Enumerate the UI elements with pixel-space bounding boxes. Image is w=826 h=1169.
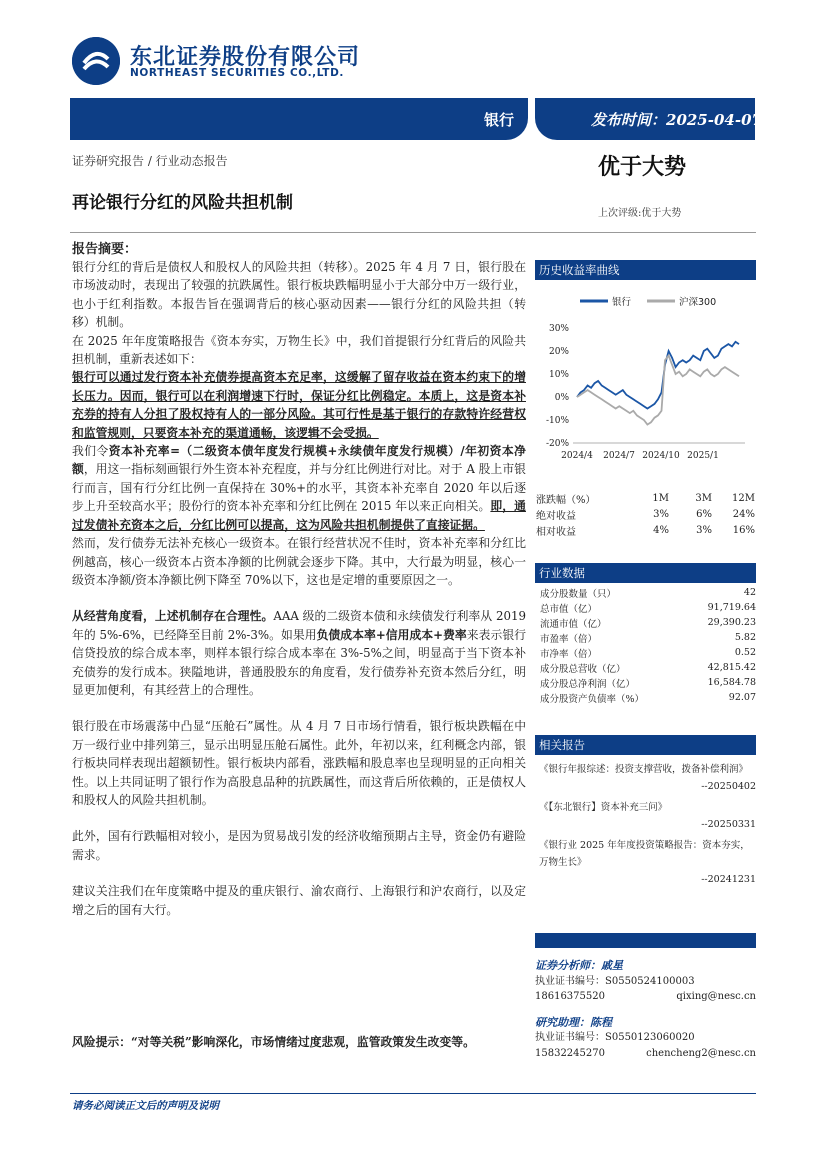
p6-text: AAA 级的二级资本债和永续债发行利率从 2019 年的 5%-6%，已经降至目前 2%-3%。如果用: [72, 609, 526, 642]
chart-title-bar: 历史收益率曲线: [535, 260, 756, 280]
summary-p5: 然而，发行债券无法补充核心一级资本。在银行经营状况不佳时，资本补充率和分红比例越高，核心一级资本占资本净额的比例就会逐步下降。其中，大行最为明显，核心一级资本净额/资本净额比例下降至 70%以下，这也是定增的重要原因之一。: [72, 536, 526, 587]
series-line-csi300: [577, 356, 739, 425]
market-row: 成分股数量（只） 42: [540, 587, 756, 600]
p6-rest: 来表示银行信贷投放的综合成本率，则样本银行综合成本率在 3%-5%之间，明显高于当下资本补充债券的发行成本。狭隘地讲，普通股股东的角度看，发行债券补充资本然后分红，明显更加便利，有其经营上的合理性。: [72, 627, 526, 697]
perf-header: 涨跌幅（%） 1M 3M 12M: [536, 492, 755, 506]
publish-date: 发布时间：2025-04-07: [591, 111, 762, 129]
summary-p1: 银行分红的背后是债权人和股权人的风险共担（转移）。2025 年 4 月 7 日，银行股在市场波动时，表现出了较强的抗跌属性。银行板块跌幅明显小于大部分中万一级行业，也小于红利指数。本报告旨在强调背后的核心驱动因素——银行分红的风险共担（转移）机制。: [72, 260, 526, 330]
related-report-item[interactable]: 《【东北银行】资本补充三问》 --20250331: [539, 802, 756, 830]
risk-warning: 风险提示：“对等关税”影响深化，市场情绪过度悲观，监管政策发生改变等。: [72, 1035, 475, 1049]
performance-table: [536, 490, 756, 538]
company-name-cn: 东北证券股份有限公司: [130, 45, 361, 70]
footer-divider: [70, 1093, 756, 1094]
p4-lead: 我们令: [72, 444, 109, 459]
summary-p4: [72, 442, 526, 534]
market-row: 流通市值（亿） 29,390.23: [540, 617, 756, 630]
perf-row: 绝对收益 3% 6% 24%: [536, 508, 755, 522]
market-row: 成分股资产负债率（%） 92.07: [540, 692, 756, 705]
y-tick-label: -20%: [545, 439, 569, 449]
page-title: 再论银行分红的风险共担机制: [72, 193, 293, 213]
company-name-en: NORTHEAST SECURITIES CO.,LTD.: [130, 67, 344, 79]
return-chart: [535, 283, 756, 473]
related-title-bar: 相关报告: [535, 735, 756, 755]
summary-p9: 建议关注我们在年度策略中提及的重庆银行、渝农商行、上海银行和沪农商行，以及定增之后的国有大行。: [72, 884, 526, 917]
p6-formula: 负债成本率+信用成本+费率: [316, 627, 467, 642]
market-table: [540, 585, 756, 705]
legend-label: 银行: [612, 297, 632, 308]
sector-bar: [70, 98, 528, 140]
y-tick-label: 30%: [548, 324, 569, 334]
x-tick-label: 2024/7: [603, 451, 635, 461]
market-title-bar: 行业数据: [535, 563, 756, 583]
analyst2-email[interactable]: chencheng2@nesc.cn: [646, 1047, 756, 1059]
sector-label: 银行: [483, 111, 514, 129]
market-row: 市盈率（倍） 5.82: [540, 632, 756, 645]
summary-heading: 报告摘要：: [72, 242, 138, 257]
prev-rating: 上次评级:优于大势: [598, 208, 682, 219]
summary-p6: [72, 607, 526, 699]
analyst1-email[interactable]: qixing@nesc.cn: [676, 991, 756, 1002]
summary-p3: 银行可以通过发行资本补充债券提高资本充足率，这缓解了留存收益在资本约束下的增长压力。因而，银行可以在利润增速下行时，保证分红比例稳定。本质上，这是资本补充券的持有人分担了股权持有人的一部分风险。其可行性是基于银行的存款特许经营权和监管规则，只要资本补充的渠道通畅，该逻辑不会受损。: [72, 370, 526, 440]
footer-disclaimer: 请务必阅读正文后的声明及说明: [72, 1100, 219, 1112]
analyst2-name: 研究助理：陈程: [535, 1015, 612, 1029]
header-divider: [70, 232, 756, 233]
analyst1-name: 证券分析师：戚星: [535, 959, 623, 972]
related-reports: [539, 757, 756, 888]
summary-body: [72, 258, 526, 919]
summary-p7: 银行股在市场震荡中凸显“压舱石”属性。从 4 月 7 日市场行情看，银行板块跌幅在中万一级行业中排列第三，显示出明显压舱石属性。此外，年初以来，红利概念内部，银行板块同样表现出超额韧性。银行板块内部看，涨跌幅和股息率也呈现明显的正向相关性。以上共同证明了银行作为高股息品种的抗跌属性，而这背后所依赖的，正是债权人和股权人的风险共担机制。: [72, 719, 526, 807]
market-row: 成分股总营收（亿） 42,815.42: [540, 662, 756, 675]
doc-type: 证券研究报告 / 行业动态报告: [72, 154, 228, 168]
market-row: 成分股总净利润（亿） 16,584.78: [540, 677, 756, 690]
related-report-item[interactable]: 《银行业 2025 年年度投资策略报告：资本夯实，万物生长》 --20241231: [539, 840, 756, 885]
company-logo: [72, 37, 120, 85]
summary-p2: 在 2025 年年度策略报告《资本夯实，万物生长》中，我们首提银行分红背后的风险共担机制，重新表述如下：: [72, 333, 526, 367]
x-tick-label: 2024/10: [642, 451, 680, 461]
y-tick-label: 20%: [548, 347, 569, 357]
analyst1-phone: 18616375520: [535, 991, 605, 1002]
publish-bar: [535, 98, 762, 140]
perf-row: 相对收益 4% 3% 16%: [536, 524, 755, 538]
p4-conclusion: 即，通过发债补充资本之后，分红比例可以提高，这为风险共担机制提供了直接证据。: [72, 499, 526, 532]
y-tick-label: 10%: [548, 370, 569, 380]
x-tick-label: 2025/1: [687, 451, 719, 461]
p6-lead: 从经营角度看，上述机制存在合理性。: [72, 609, 274, 624]
market-row: 总市值（亿） 91,719.64: [540, 602, 756, 615]
analyst2-phone: 15832245270: [535, 1047, 605, 1059]
summary-p8: 此外，国有行跌幅相对较小，是因为贸易战引发的经济收缩预期占主导，资金仍有避险需求。: [72, 829, 526, 862]
analyst-info: [535, 958, 756, 1061]
analyst2-license: 执业证书编号：S0550123060020: [535, 1032, 695, 1043]
legend-label: 沪深300: [679, 297, 717, 308]
analyst1-license: 执业证书编号：S0550524100003: [535, 975, 695, 987]
market-row: 市净率（倍） 0.52: [540, 647, 756, 660]
p4-text: ，用这一指标刻画银行外生资本补充程度，并与分红比例进行对比。对于 A 股上市银行而言，国有行分红比例一直保持在 30%+的水平，其资本补充率自 2020 年以后逐步上升至较高水平；股份行的资本补充率和分红比例在 2015 年以来正向相关。: [72, 462, 526, 514]
p4-formula: 资本补充率=（二级资本债年度发行规模+永续债年度发行规模）/年初资本净额: [72, 444, 526, 477]
logo-mark-icon: [72, 37, 120, 85]
y-tick-label: -10%: [545, 416, 569, 426]
x-tick-label: 2024/4: [561, 451, 593, 461]
rating: 优于大势: [598, 154, 687, 180]
y-tick-label: 0%: [554, 393, 569, 403]
analyst-bar: [535, 933, 756, 948]
related-report-item[interactable]: 《银行年报综述：投资支撑营收，拨备补偿利润》 --20250402: [539, 764, 756, 792]
